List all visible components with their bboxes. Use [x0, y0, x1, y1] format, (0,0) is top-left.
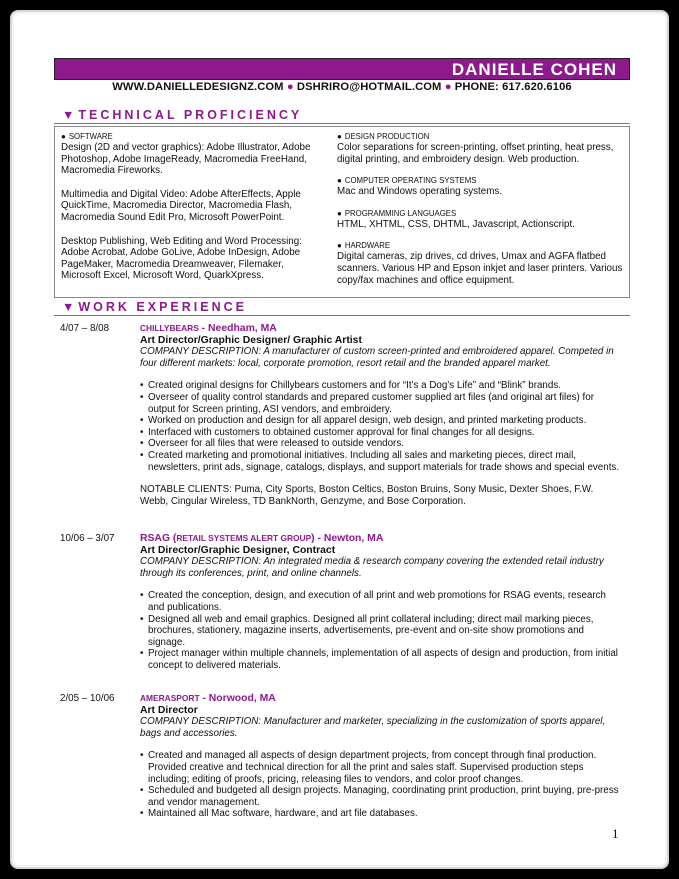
phone-number: PHONE: 617.620.6106 — [454, 81, 572, 93]
company-line: AMERASPORT - Norwood, MA — [140, 693, 276, 704]
bullet-icon: ● — [337, 208, 342, 218]
list-item: • Worked on production and design for all apparel design, web design, and printed marketing products. — [140, 415, 622, 427]
list-item: • Interfaced with customers to obtained customer approval for final changes for all designs. — [140, 427, 622, 439]
list-item: • Overseer of quality control standards and prepared customer supplied art files (and original art files) for output for Screen printing, ASI vendors, and embroidery. — [140, 392, 622, 415]
company-line: CHILLYBEARS - Needham, MA — [140, 323, 277, 334]
skill-group — [337, 241, 627, 286]
skills-column — [337, 132, 627, 297]
job-dates: 4/07 – 8/08 — [60, 323, 110, 334]
bullet-icon: ● — [337, 241, 342, 251]
bullet-icon: ● — [337, 176, 342, 186]
section-divider — [54, 315, 630, 316]
list-item: • Created original designs for Chillybears customers and for “It’s a Dog’s Life” and “Blink” brands. — [140, 380, 622, 392]
list-item: • Scheduled and budgeted all design projects. Managing, coordinating print production, print buying, pre-press and vendor management. — [140, 785, 622, 808]
duty-list — [140, 590, 622, 671]
bullet-icon: ● — [337, 132, 342, 141]
skill-text: Digital cameras, zip drives, cd drives, Umax and AGFA flatbed scanners. Various HP and Epson inkjet and laser printers. Various copy/fax machines and office equipment. — [337, 251, 623, 286]
bullet-icon: ● — [61, 132, 66, 141]
separator-dot-icon: ● — [286, 81, 294, 93]
list-item: • Project manager within multiple channels, implementation of all aspects of design and production, from initial concept to delivered materials. — [140, 648, 622, 671]
job-body — [140, 323, 622, 507]
triangle-down-icon: ▼ — [62, 300, 75, 314]
category-label: ● COMPUTER OPERATING SYSTEMS — [337, 176, 477, 186]
name-banner — [54, 58, 630, 80]
skill-text: Mac and Windows operating systems. — [337, 186, 502, 198]
category-label: ● HARDWARE — [337, 241, 391, 251]
section-heading-work: ▼ WORK EXPERIENCE — [62, 300, 248, 314]
category-label: ● SOFTWARE — [61, 132, 113, 141]
company-description: COMPANY DESCRIPTION: A manufacturer of custom screen-printed and embroidered apparel. Competed in four different markets: local, corporate promotion, resort retail and the branded apparel market. — [140, 346, 614, 369]
category-label: ● DESIGN PRODUCTION — [337, 132, 430, 141]
software-item: Multimedia and Digital Video: Adobe AfterEffects, Apple QuickTime, Macromedia Director, Macromedia Flash, Macromedia Sound Edit Pro, Microsoft PowerPoint. — [61, 188, 301, 223]
software-item: Desktop Publishing, Web Editing and Word Processing: Adobe Acrobat, Adobe GoLive, Adobe InDesign, Adobe PageMaker, Macromedia Dreamweaver, Filemaker, Microsoft Excel, Microsoft Word, QuarkXpress. — [61, 235, 302, 282]
page-number: 1 — [612, 826, 619, 841]
duty-list — [140, 380, 622, 473]
list-item: • Created the conception, design, and execution of all print and web promotions for RSAG events, research and publications. — [140, 590, 622, 613]
job-dates: 2/05 – 10/06 — [60, 693, 115, 704]
skill-group — [337, 209, 627, 231]
section-heading-technical: ▼ TECHNICAL PROFICIENCY — [62, 108, 303, 122]
list-item: • Overseer for all files that were released to outside vendors. — [140, 438, 622, 450]
skill-text: HTML, XHTML, CSS, DHTML, Javascript, Actionscript. — [337, 218, 575, 230]
list-item: • Created marketing and promotional initiatives. Including all sales and marketing pieces, direct mail, newsletters, print ads, signage, catalogs, displays, and support materials for trade shows and special events. — [140, 450, 622, 473]
separator-dot-icon: ● — [444, 81, 452, 93]
section-divider — [54, 123, 630, 124]
list-item: • Created and managed all aspects of design department projects, from concept through final production. Provided creative and technical direction for all the print and sales staff. Supervised production steps including; editing of proofs, pricing, releasing files to vendors, and color proof changes. — [140, 750, 622, 785]
job-title: Art Director/Graphic Designer, Contract — [140, 544, 336, 556]
technical-proficiency-box — [54, 126, 630, 298]
company-description: COMPANY DESCRIPTION: An integrated media & research company covering the extended retail industry through its conferences, print, and online channels. — [140, 556, 604, 579]
job-body — [140, 693, 622, 820]
candidate-name: DANIELLE COHEN — [451, 60, 617, 79]
skill-group — [337, 176, 627, 198]
list-item: • Maintained all Mac software, hardware, and art file databases. — [140, 808, 622, 820]
duty-list — [140, 750, 622, 820]
software-column — [61, 132, 323, 294]
contact-line — [54, 80, 630, 94]
company-line: RSAG (RETAIL SYSTEMS ALERT GROUP) - Newton, MA — [140, 533, 384, 544]
job-title: Art Director — [140, 704, 198, 716]
triangle-down-icon: ▼ — [62, 108, 75, 122]
email-link[interactable]: DSHRIRO@HOTMAIL.COM — [296, 81, 442, 93]
software-item: Design (2D and vector graphics): Adobe Illustrator, Adobe Photoshop, Adobe ImageReady, Macromedia FreeHand, Macromedia Fireworks. — [61, 142, 311, 177]
company-description: COMPANY DESCRIPTION: Manufacturer and marketer, specializing in the customization of sports apparel, bags and accessories. — [140, 716, 606, 739]
notable-clients: NOTABLE CLIENTS: Puma, City Sports, Boston Celtics, Boston Bruins, Sony Music, Dexter Shoes, F.W. Webb, Cingular Wireless, TD BankNorth, Genzyme, and Bose Corporation. — [140, 484, 594, 507]
job-title: Art Director/Graphic Designer/ Graphic Artist — [140, 334, 362, 346]
skill-group — [337, 132, 627, 165]
website-link[interactable]: WWW.DANIELLEDESIGNZ.COM — [112, 81, 284, 93]
job-body — [140, 533, 622, 672]
skill-text: Color separations for screen-printing, offset printing, heat press, digital printing, and embroidery design. Web production. — [337, 142, 614, 165]
list-item: • Designed all web and email graphics. Designed all print collateral including; direct mail marking pieces, brochures, stationery, magazine inserts, advertisements, pre-event and on-site show promotions and signage. — [140, 614, 622, 649]
job-dates: 10/06 – 3/07 — [60, 533, 115, 544]
category-label: ● PROGRAMMING LANGUAGES — [337, 208, 457, 218]
